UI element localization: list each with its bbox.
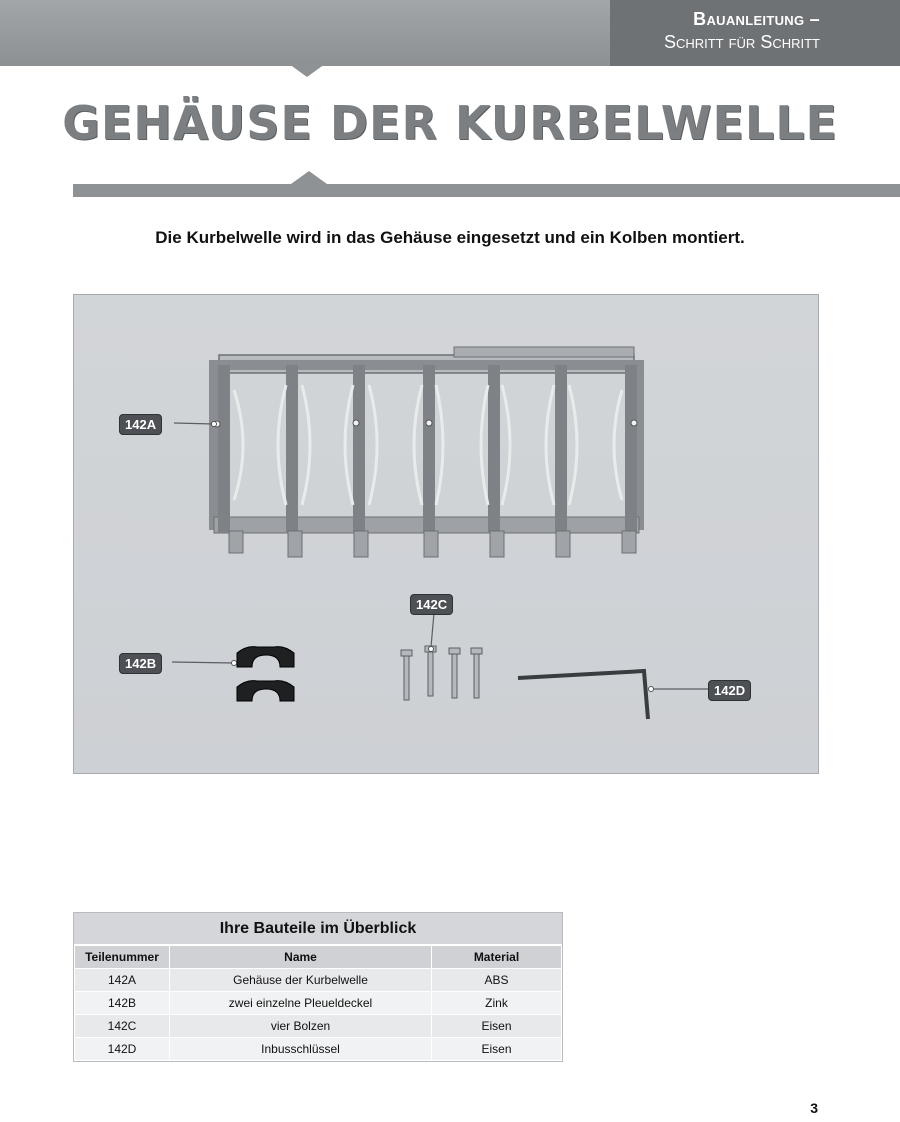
parts-table [73,912,563,1062]
parts-table-title: Ihre Bauteile im Überblick [74,913,562,945]
title-rule [73,184,900,197]
cell-material: Eisen [432,1015,562,1038]
parts-table-grid [74,945,562,1061]
header-line1: Bauanleitung – [693,9,820,29]
cell-name: Gehäuse der Kurbelwelle [170,969,432,992]
bearing-caps-part [237,647,294,701]
page-number: 3 [810,1100,818,1116]
column-header-partnumber: Teilenummer [75,946,170,969]
cell-material: ABS [432,969,562,992]
page-title: GEHÄUSE DER KURBELWELLE [62,96,838,150]
cell-partnumber: 142D [75,1038,170,1061]
header-notch [289,64,325,77]
label-142b: 142B [119,653,162,674]
bolts-part [401,646,482,700]
label-142a: 142A [119,414,162,435]
table-row [75,992,562,1015]
header-line2: Schritt für Schritt [663,32,820,52]
parts-photo [73,294,819,774]
table-row [75,969,562,992]
table-row [75,1038,562,1061]
cell-material: Zink [432,992,562,1015]
title-rule-peak [291,171,327,184]
table-row [75,1015,562,1038]
cell-partnumber: 142A [75,969,170,992]
column-header-name: Name [170,946,432,969]
table-header-row [75,946,562,969]
header-box [610,0,900,66]
cell-name: zwei einzelne Pleueldeckel [170,992,432,1015]
label-142d: 142D [708,680,751,701]
column-header-material: Material [432,946,562,969]
parts-illustration [74,295,818,773]
intro-text: Die Kurbelwelle wird in das Gehäuse eingesetzt und ein Kolben montiert. [155,228,745,247]
hex-key-part [518,671,648,719]
crankcase-part [214,347,639,557]
cell-partnumber: 142B [75,992,170,1015]
cell-partnumber: 142C [75,1015,170,1038]
label-142c: 142C [410,594,453,615]
cell-name: vier Bolzen [170,1015,432,1038]
cell-material: Eisen [432,1038,562,1061]
cell-name: Inbusschlüssel [170,1038,432,1061]
